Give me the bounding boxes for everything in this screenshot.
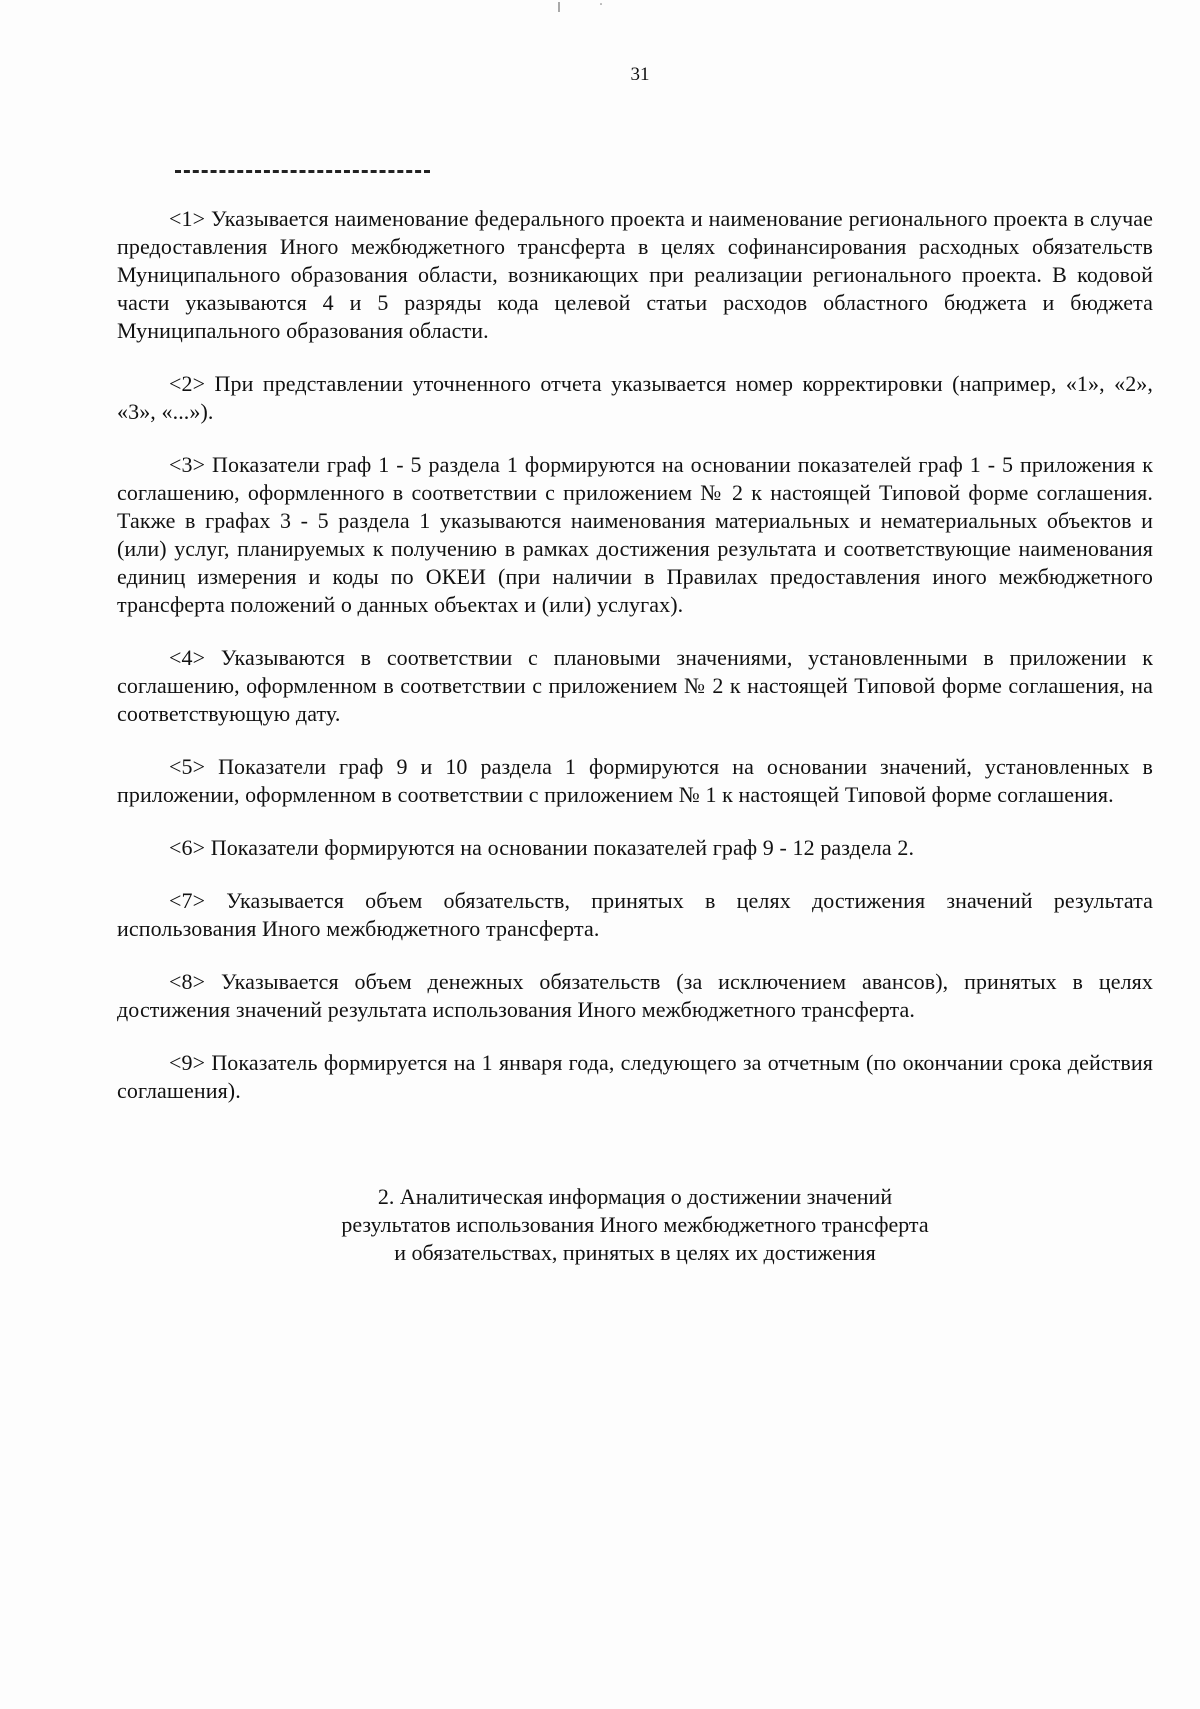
- footnote-7: <7> Указывается объем обязательств, принятых в целях достижения значений результата использования Иного межбюджетного трансферта.: [117, 888, 1153, 941]
- footnote-4: <4> Указываются в соответствии с плановыми значениями, установленными в приложении к соглашению, оформленном в соответствии с приложением № 2 к настоящей Типовой форме соглашения, на соответствующую дату.: [117, 645, 1153, 726]
- footnote-5: <5> Показатели граф 9 и 10 раздела 1 формируются на основании значений, установленных в приложении, оформленном в соответствии с приложением № 1 к настоящей Типовой форме соглашения.: [117, 754, 1153, 807]
- footnote-1: <1> Указывается наименование федерального проекта и наименование регионального проекта в случае предоставления Иного межбюджетного трансферта в целях софинансирования расходных обязательств Муниципального образования области, возникающих при реализации регионального проекта. В кодовой части указываются 4 и 5 разряды кода целевой статьи расходов областного бюджета и бюджета Муниципального образования области.: [117, 206, 1153, 343]
- footnote-3: <3> Показатели граф 1 - 5 раздела 1 формируются на основании показателей граф 1 - 5 приложения к соглашению, оформленного в соответствии с приложением № 2 к настоящей Типовой форме соглашения. Также в графах 3 - 5 раздела 1 указываются наименования материальных и нематериальных объектов и (или) услуг, планируемых к получению в рамках достижения результата и соответствующие наименования единиц измерения и коды по ОКЕИ (при наличии в Правилах предоставления иного межбюджетного трансферта положений о данных объектах и (или) услугах).: [117, 452, 1153, 617]
- section-heading-line-2: результатов использования Иного межбюджетного трансферта: [341, 1212, 929, 1237]
- footnotes-list: [117, 205, 1153, 1130]
- footnote-divider: [175, 170, 430, 173]
- section-heading-line-1: 2. Аналитическая информация о достижении значений: [377, 1184, 893, 1209]
- page-number: 31: [630, 64, 650, 85]
- section-heading: [117, 1183, 1153, 1267]
- section-heading-line-3: и обязательствах, принятых в целях их достижения: [394, 1240, 876, 1265]
- footnote-9: <9> Показатель формируется на 1 января года, следующего за отчетным (по окончании срока действия соглашения).: [117, 1050, 1153, 1103]
- scan-artifact: [555, 0, 605, 14]
- footnote-8: <8> Указывается объем денежных обязательств (за исключением авансов), принятых в целях достижения значений результата использования Иного межбюджетного трансферта.: [117, 969, 1153, 1022]
- footnote-6: <6> Показатели формируются на основании показателей граф 9 - 12 раздела 2.: [169, 835, 915, 860]
- footnote-2: <2> При представлении уточненного отчета указывается номер корректировки (например, «1», «2», «3», «...»).: [117, 371, 1153, 424]
